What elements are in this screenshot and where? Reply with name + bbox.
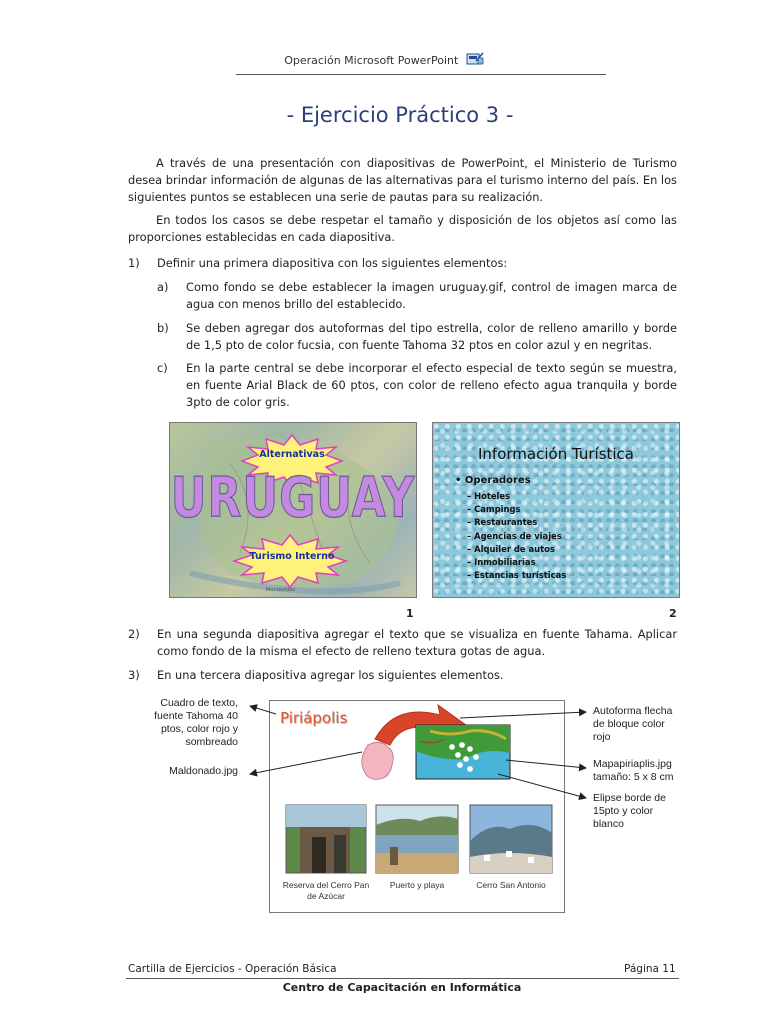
page-title: - Ejercicio Práctico 3 - [286,103,514,127]
intro-paragraph-1: A través de una presentación con diapositivas de PowerPoint, el Ministerio de Turismo desea brindar información de algunas de las alternativas para el turismo interno del país. En los siguientes puntos se establecen una serie de pautas para su realización. [128,156,677,204]
slide-2-subitem: – Agencias de viajes [467,530,562,541]
star-bottom-text: Turismo Interno [249,551,335,562]
annotation-arrow-shape: Autoforma flecha de bloque color rojo [593,705,673,743]
slide-2-bullet: • Operadores [455,475,531,486]
item-3-text: En una tercera diapositiva agregar los siguientes elementos. [157,668,504,682]
subitem-a-letter: a) [157,280,169,294]
annotation-maldonado: Maldonado.jpg [169,765,238,777]
item-1-number: 1) [128,256,140,270]
slide-2-subitem-text: Estancias turísticas [474,570,567,581]
annotation-text-box: Cuadro de texto, fuente Tahoma 40 ptos, color rojo y sombreado [154,697,238,748]
slide-2-number: 2 [669,607,677,620]
slide-2-subitem-text: Campings [474,504,521,515]
subitem-a-text: Como fondo se debe establecer la imagen uruguay.gif, control de imagen marca de agua con menos brillo del establecido. [186,280,677,311]
slide-1-number: 1 [406,607,414,620]
footer-page: Página 11 [624,963,676,975]
annotation-map-image: Mapapiriaplis.jpg tamaño: 5 x 8 cm [593,758,674,783]
slide-2-subitem-text: Restaurantes [474,517,538,528]
footer-rule [126,978,679,979]
slide-3-title: Piriápolis [280,709,348,727]
caption-cerro: Cerro San Antonio [476,880,546,890]
slide-2-title: Información Turística [478,445,634,463]
item-2-number: 2) [128,627,140,641]
subitem-b-letter: b) [157,321,169,335]
slide-2-subitem: – Hoteles [467,491,511,501]
caption-reserva: Reserva del Cerro Pan de Azúcar [282,880,370,901]
wordart-text: URUGUAY [170,466,416,531]
item-1-text: Definir una primera diapositiva con los siguientes elementos: [157,256,508,270]
star-top-text: Alternativas [259,449,325,460]
slide-2-subitem: – Inmobiliarias [467,557,536,568]
slide-2-subitem-text: Inmobiliarias [474,557,536,568]
slide-2-subitem: – Alquiler de autos [467,543,555,554]
subitem-c-letter: c) [157,361,168,375]
caption-puerto: Puerto y playa [389,880,445,890]
annotation-ellipse: Elipse borde de 15pto y color blanco [593,792,666,830]
slide-2-subitem: – Restaurantes [467,517,538,528]
slide-2-subitem-text: Agencias de viajes [474,530,562,541]
slide-2-subitem-text: Alquiler de autos [474,543,555,554]
subitem-b-text: Se deben agregar dos autoformas del tipo estrella, color de relleno amarillo y borde de 1,5 pto de color fucsia, con fuente Tahoma 32 ptos en color azul y en negritas. [186,321,677,352]
subitem-c-text: En la parte central se debe incorporar el efecto especial de texto según se muestra, en fuente Arial Black de 60 ptos, con color de relleno efecto agua tranquila y borde 3pto de color gris. [186,361,677,409]
map-label: Montevideo [266,587,296,593]
slide-2-subitem: – Estancias turísticas [467,570,567,581]
slide-2-bullet-text: Operadores [464,475,531,486]
footer-left: Cartilla de Ejercicios - Operación Básica [128,963,337,975]
item-2-text: En una segunda diapositiva agregar el texto que se visualiza en fuente Tahama. Aplicar como fondo de la misma el efecto de relleno textura gotas de agua. [157,627,677,658]
footer-center: Centro de Capacitación en Informática [282,981,522,994]
header-text: Operación Microsoft PowerPoint [284,54,459,67]
slide-2-subitem-text: Hoteles [474,491,511,501]
slide-2-subitem: – Campings [467,504,521,515]
item-3-number: 3) [128,668,140,682]
intro-paragraph-2: En todos los casos se debe respetar el tamaño y disposición de los objetos así como las proporciones establecidas en cada diapositiva. [128,213,677,244]
